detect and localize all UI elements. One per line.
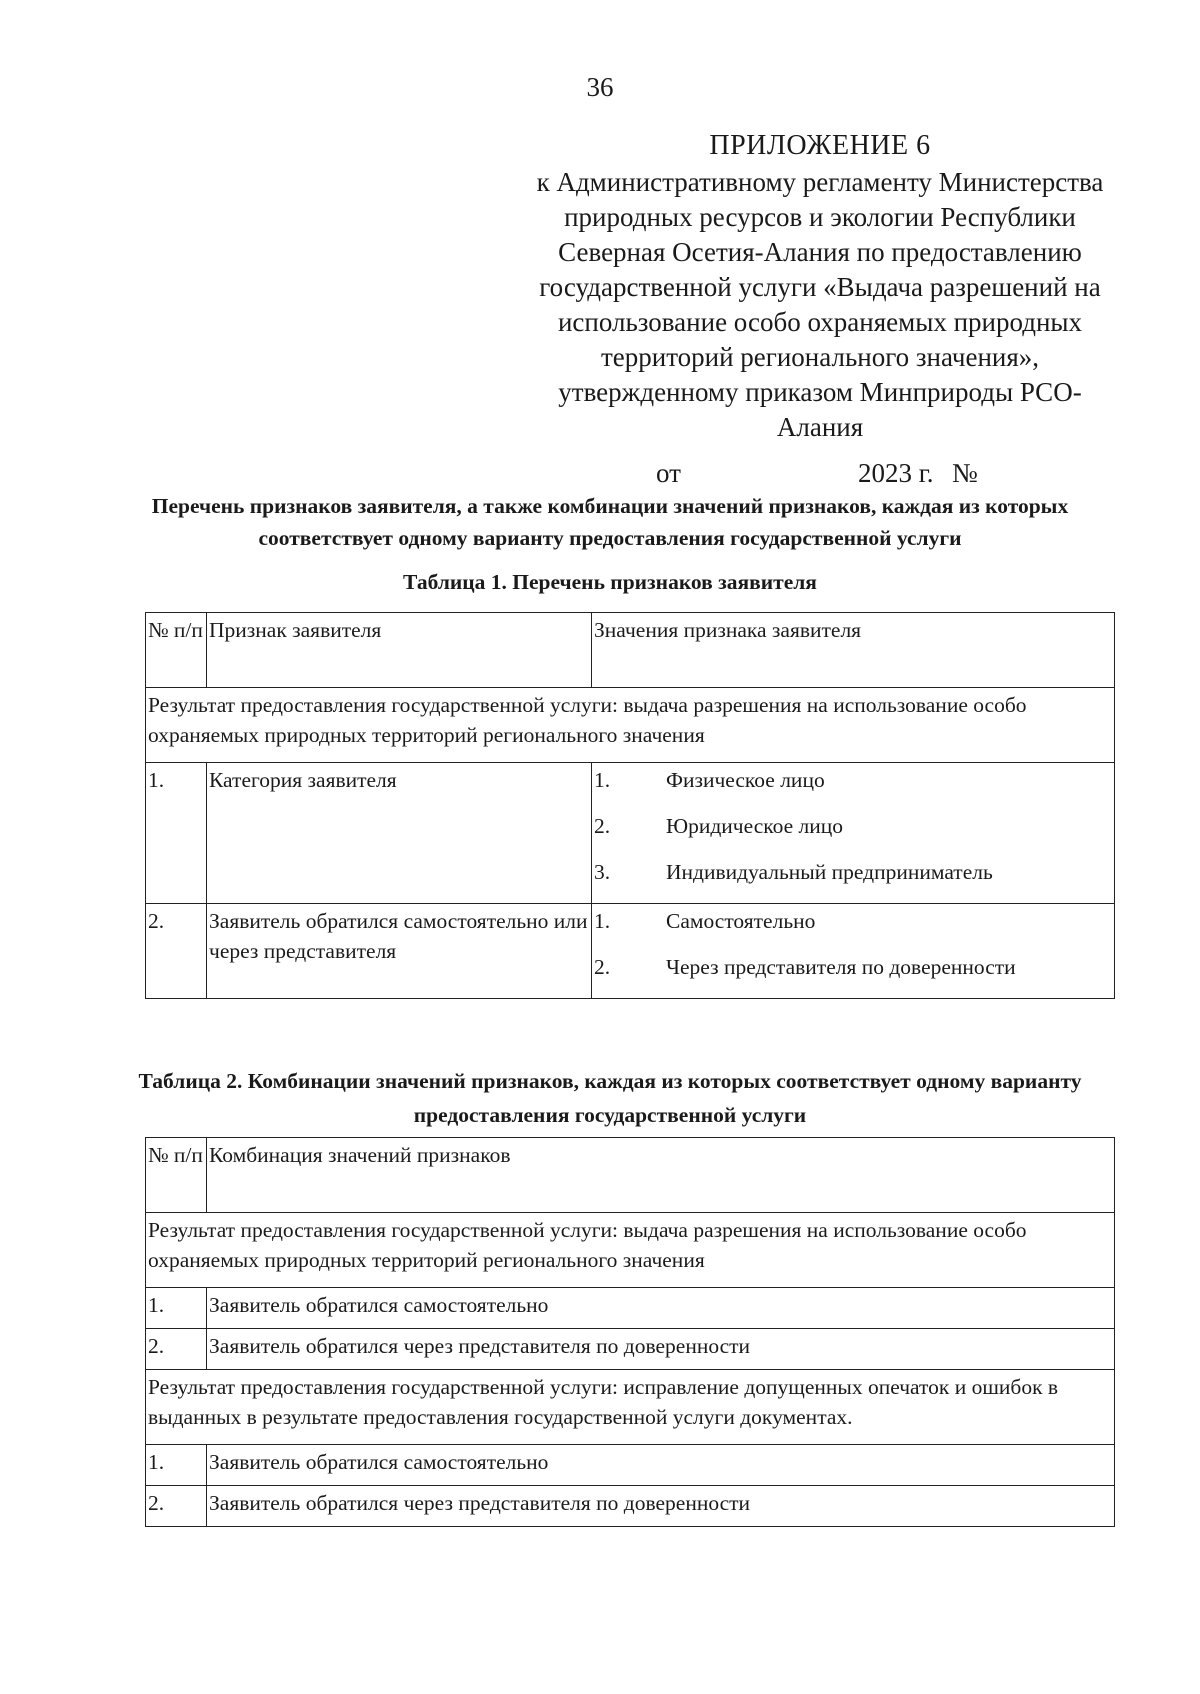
date-line [0, 458, 1200, 494]
section-title: Результат предоставления государственной услуги: исправление допущенных опечаток и ошибок в выданных в результате предоставления государственной услуги документах. [146, 1370, 1115, 1445]
table2-caption: Таблица 2. Комбинации значений признаков, каждая из которых соответствует одному варианту предоставления государственной услуги [138, 1069, 1082, 1127]
value-text: Самостоятельно [666, 909, 816, 933]
header-number: № п/п [146, 1138, 207, 1213]
row-text: Заявитель обратился через представителя по доверенности [207, 1486, 1115, 1527]
value-number: 2. [594, 955, 611, 979]
table-row [146, 904, 1115, 999]
table-row [146, 1486, 1115, 1527]
header-values: Значения признака заявителя [592, 613, 1115, 688]
value-number: 2. [594, 814, 611, 838]
row-number: 2. [146, 1329, 207, 1370]
row-text: Заявитель обратился самостоятельно [207, 1445, 1115, 1486]
value-number: 1. [594, 768, 611, 792]
list-item [594, 765, 1112, 811]
values-list [594, 906, 1112, 998]
header-feature: Признак заявителя [207, 613, 592, 688]
list-item [594, 906, 1112, 952]
value-text: Через представителя по доверенности [666, 955, 1016, 979]
document-heading: Перечень признаков заявителя, а также комбинации значений признаков, каждая из которых соответствует одному варианту предоставления государственной услуги [151, 494, 1069, 550]
page-number: 36 [586, 72, 614, 102]
list-item [594, 857, 1112, 903]
value-text: Индивидуальный предприниматель [666, 860, 993, 884]
header-combination: Комбинация значений признаков [207, 1138, 1115, 1213]
section-row [146, 1213, 1115, 1288]
row-feature: Категория заявителя [207, 763, 592, 904]
row-values [592, 763, 1115, 904]
appendix-line: к Административному регламенту Министерства [536, 167, 1104, 197]
appendix-line: утвержденному приказом Минприроды РСО- [558, 377, 1082, 407]
section-title: Результат предоставления государственной услуги: выдача разрешения на использование особо охраняемых природных территорий регионального значения [146, 1213, 1115, 1288]
section-row [146, 1370, 1115, 1445]
appendix-line: территорий регионального значения», [600, 342, 1040, 372]
table-header-row [146, 1138, 1115, 1213]
value-text: Юридическое лицо [666, 814, 844, 838]
appendix-line: Северная Осетия-Алания по предоставлению [558, 237, 1082, 267]
table-row [146, 763, 1115, 904]
appendix-block [470, 128, 1170, 445]
section-row [146, 688, 1115, 763]
section-title: Результат предоставления государственной услуги: выдача разрешения на использование особо охраняемых природных территорий регионального значения [146, 688, 1115, 763]
row-feature: Заявитель обратился самостоятельно или через представителя [207, 904, 592, 999]
table-row [146, 1329, 1115, 1370]
appendix-line: Алания [776, 412, 864, 442]
table-row [146, 1288, 1115, 1329]
value-number: 3. [594, 860, 611, 884]
list-item [594, 952, 1112, 998]
row-number: 2. [146, 904, 207, 999]
date-year: 2023 г. [858, 458, 934, 488]
appendix-title: ПРИЛОЖЕНИЕ 6 [709, 130, 931, 161]
row-number: 1. [146, 1445, 207, 1486]
date-number-sign: № [952, 458, 978, 488]
applicant-features-table [145, 612, 1115, 999]
table-row [146, 1445, 1115, 1486]
table1-caption: Таблица 1. Перечень признаков заявителя [403, 570, 817, 594]
row-number: 1. [146, 763, 207, 904]
row-number: 2. [146, 1486, 207, 1527]
row-text: Заявитель обратился самостоятельно [207, 1288, 1115, 1329]
appendix-line: государственной услуги «Выдача разрешений на [539, 272, 1101, 302]
header-number: № п/п [146, 613, 207, 688]
list-item [594, 811, 1112, 857]
feature-combinations-table [145, 1137, 1115, 1527]
value-number: 1. [594, 909, 611, 933]
row-number: 1. [146, 1288, 207, 1329]
row-values [592, 904, 1115, 999]
appendix-line: использование особо охраняемых природных [557, 307, 1083, 337]
values-list [594, 765, 1112, 903]
appendix-line: природных ресурсов и экологии Республики [564, 202, 1076, 232]
value-text: Физическое лицо [666, 768, 825, 792]
date-from-label: от [656, 458, 681, 488]
table-header-row [146, 613, 1115, 688]
row-text: Заявитель обратился через представителя по доверенности [207, 1329, 1115, 1370]
